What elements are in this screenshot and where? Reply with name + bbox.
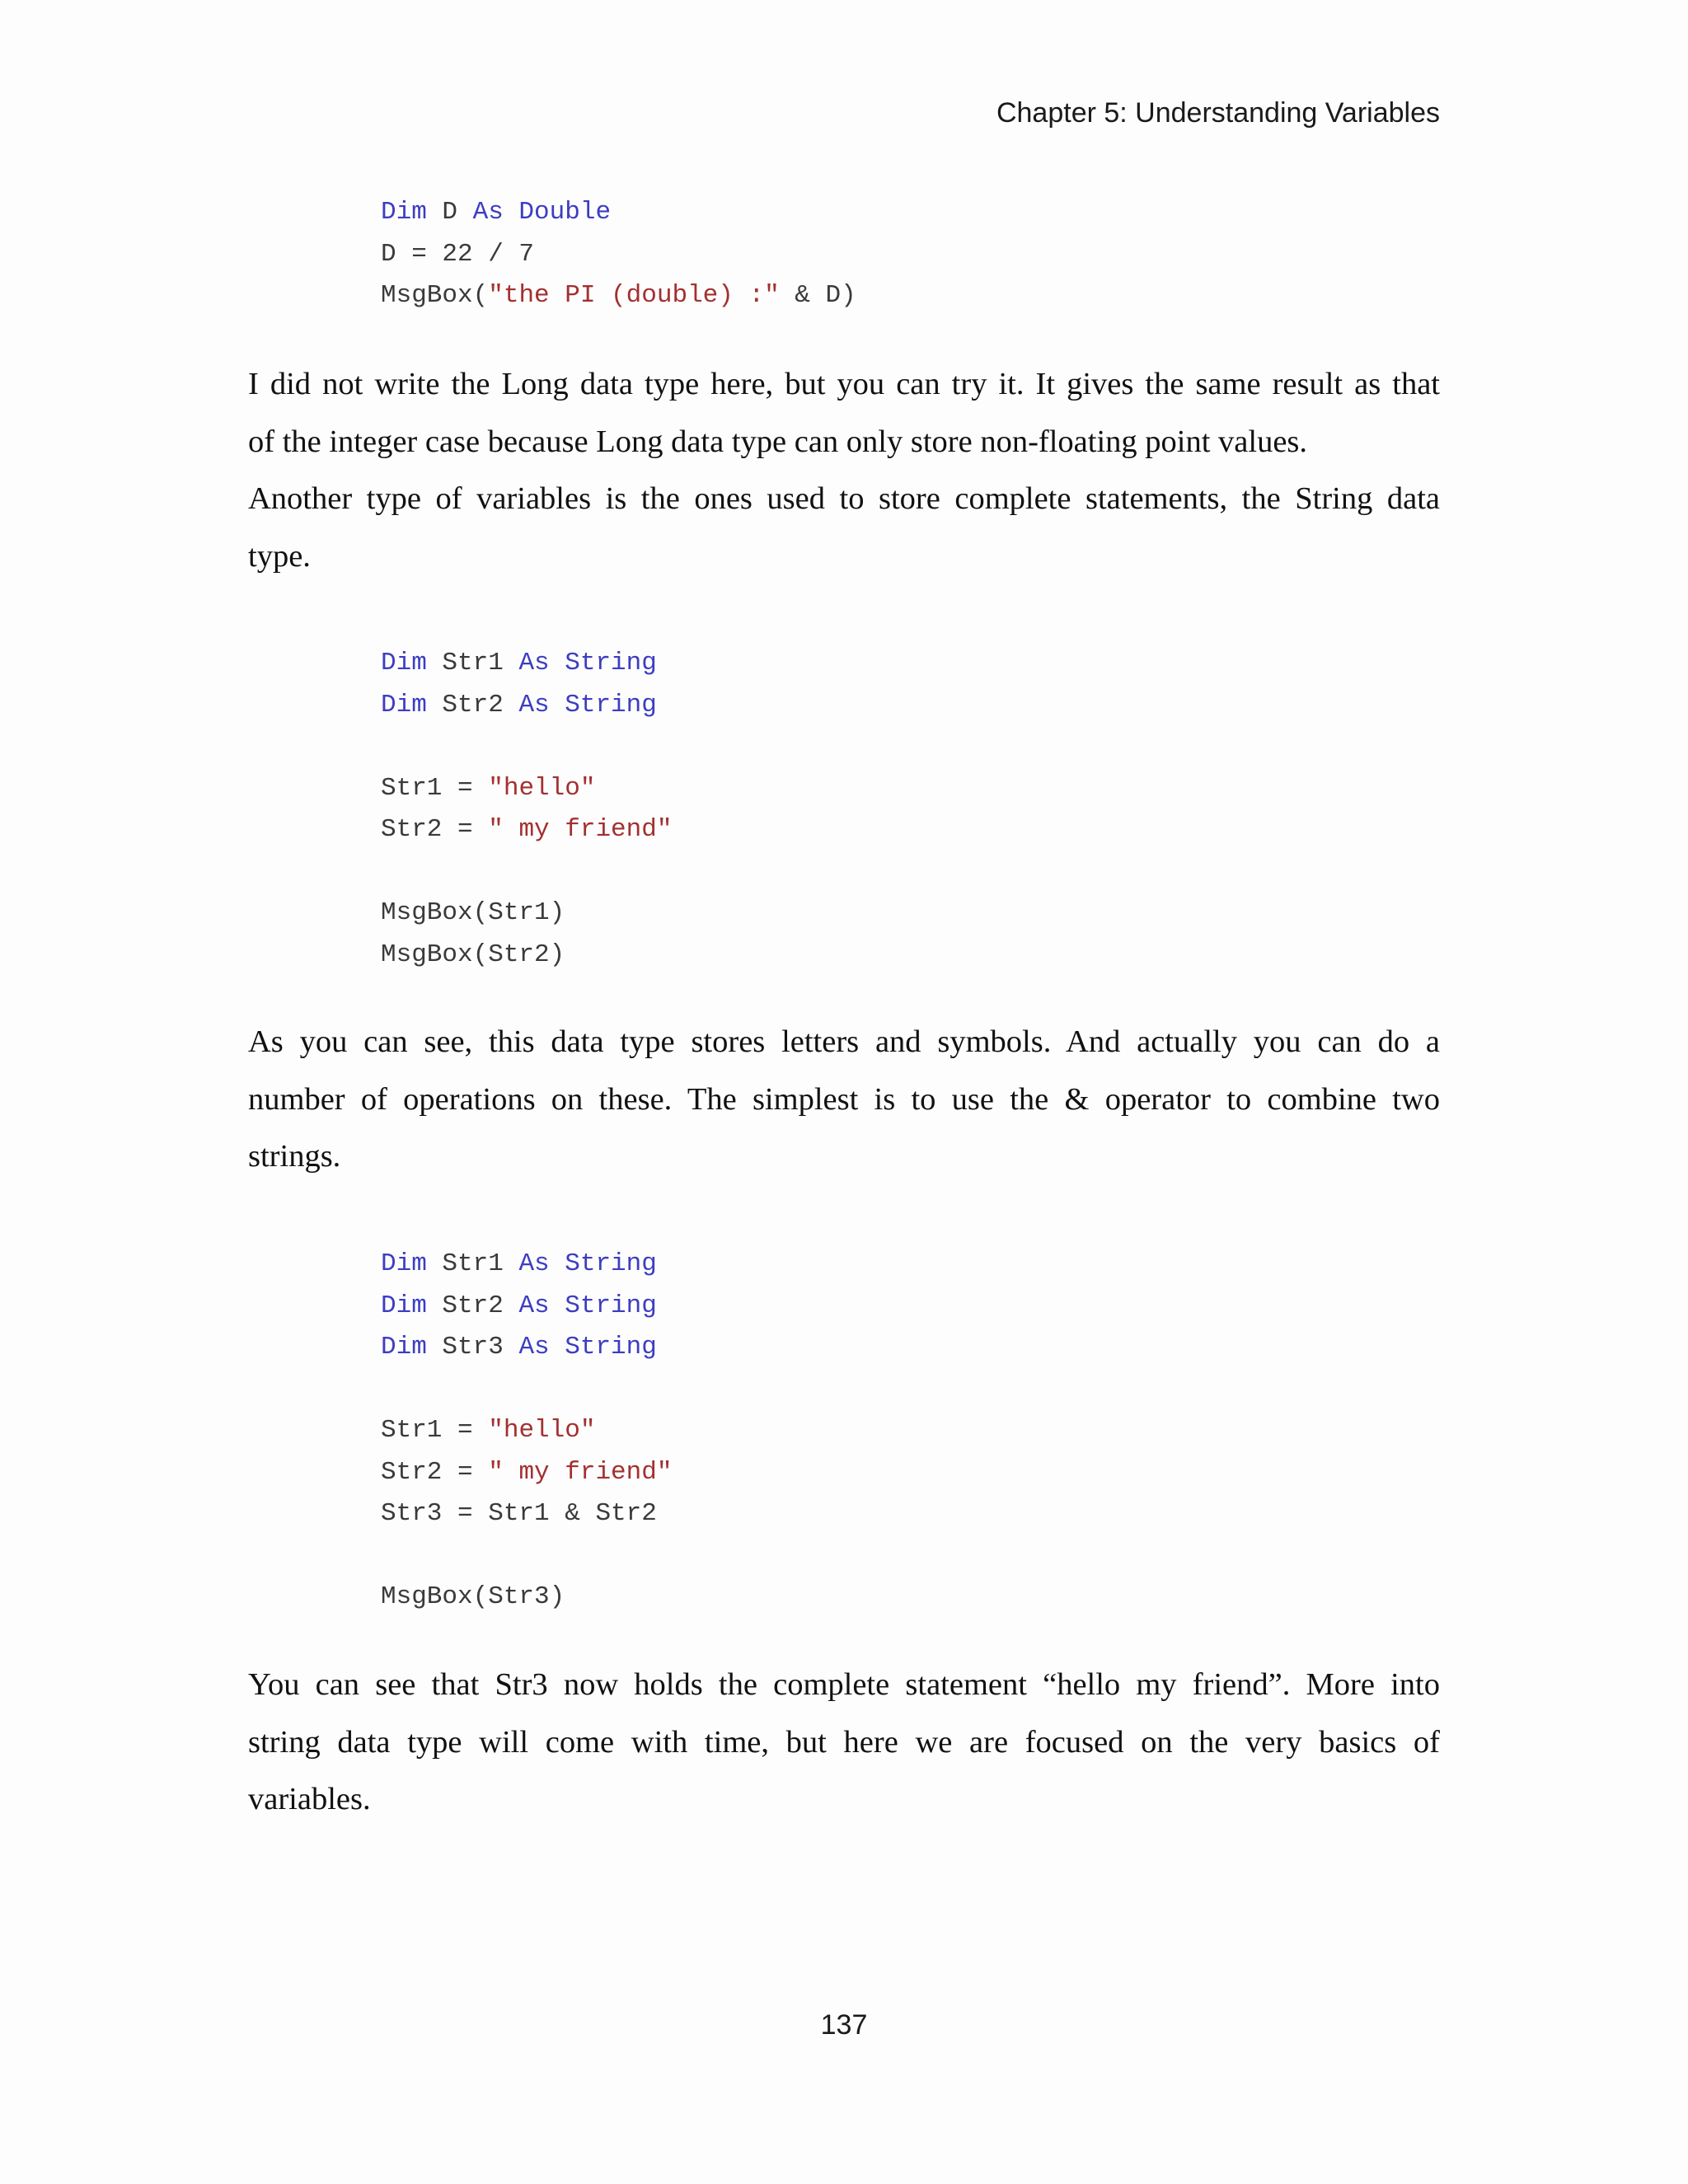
- code-blank-line: [381, 1369, 672, 1411]
- code-keyword: As String: [518, 690, 657, 719]
- paragraph-line: You can see that Str3 now holds the complete statement “hello my friend”. More into: [248, 1667, 1440, 1702]
- code-string-literal: " my friend": [488, 1457, 673, 1487]
- code-keyword: As String: [518, 1249, 657, 1278]
- code-keyword: Dim: [381, 198, 427, 227]
- code-string-literal: "the PI (double) :": [488, 281, 780, 310]
- code-blank-line: [381, 1535, 672, 1577]
- code-keyword: Dim: [381, 649, 427, 677]
- code-line: [381, 1327, 672, 1369]
- code-text: Str3: [426, 1333, 519, 1361]
- code-text: Str1 =: [381, 1416, 489, 1445]
- code-line: [381, 643, 672, 685]
- code-text: Str2: [426, 690, 519, 719]
- code-line: [381, 1244, 672, 1286]
- code-line: [381, 685, 672, 727]
- code-text: MsgBox(Str3): [381, 1582, 565, 1611]
- code-text: Str1: [426, 1249, 519, 1278]
- code-block-double: [381, 192, 856, 317]
- paragraph-line: I did not write the Long data type here, but you can try it. It gives the same result as that: [248, 367, 1440, 401]
- paragraph-line: of the integer case because Long data type can only store non-floating point values.: [248, 424, 1308, 459]
- paragraph-line: Another type of variables is the ones used to store complete statements, the String data: [248, 481, 1440, 516]
- code-line: [381, 809, 672, 851]
- code-text: D: [426, 198, 473, 227]
- code-block-string-basic: [381, 643, 672, 976]
- paragraph-str3-result: [248, 1657, 1440, 1829]
- code-text: Str1: [426, 649, 519, 677]
- paragraph-line: type.: [248, 538, 311, 574]
- code-line: [381, 234, 856, 276]
- code-line: [381, 1410, 672, 1452]
- code-text: Str2 =: [381, 815, 489, 844]
- code-string-literal: " my friend": [488, 815, 673, 844]
- code-line: [381, 935, 672, 977]
- code-keyword: As String: [518, 649, 657, 677]
- code-line: [381, 1493, 672, 1535]
- code-line: [381, 1452, 672, 1494]
- paragraph-string-operations: [248, 1014, 1440, 1186]
- paragraph-line: string data type will come with time, but here we are focused on the very basics of: [248, 1724, 1440, 1760]
- code-keyword: As String: [518, 1291, 657, 1320]
- code-line: [381, 893, 672, 935]
- code-line: [381, 275, 856, 317]
- code-text: MsgBox(: [381, 281, 489, 310]
- code-text: & D): [779, 281, 856, 310]
- code-line: [381, 192, 856, 234]
- code-keyword: Dim: [381, 690, 427, 719]
- paragraph-line: number of operations on these. The simplest is to use the & operator to combine two: [248, 1081, 1440, 1117]
- code-text: Str2 =: [381, 1457, 489, 1487]
- code-line: [381, 1286, 672, 1328]
- running-header: Chapter 5: Understanding Variables: [996, 97, 1440, 129]
- code-keyword: Dim: [381, 1333, 427, 1361]
- paragraph-line: As you can see, this data type stores letters and symbols. And actually you can do a: [248, 1024, 1440, 1059]
- code-blank-line: [381, 726, 672, 768]
- code-blank-line: [381, 851, 672, 893]
- code-string-literal: "hello": [488, 773, 596, 803]
- code-text: D = 22 / 7: [381, 239, 535, 269]
- paragraph-line: strings.: [248, 1139, 341, 1174]
- code-text: MsgBox(Str2): [381, 940, 565, 969]
- code-text: Str1 =: [381, 773, 489, 803]
- paragraph-long-type: [248, 356, 1440, 471]
- code-line: [381, 768, 672, 810]
- code-keyword: As String: [518, 1333, 657, 1361]
- code-string-literal: "hello": [488, 1416, 596, 1445]
- code-text: Str2: [426, 1291, 519, 1320]
- paragraph-line: variables.: [248, 1782, 371, 1816]
- code-keyword: As Double: [472, 198, 612, 227]
- code-line: [381, 1577, 672, 1619]
- code-block-string-concat: [381, 1244, 672, 1619]
- code-keyword: Dim: [381, 1291, 427, 1320]
- paragraph-string-intro: [248, 471, 1440, 585]
- code-keyword: Dim: [381, 1249, 427, 1278]
- page-number: 137: [820, 2009, 868, 2041]
- code-text: MsgBox(Str1): [381, 898, 565, 927]
- code-text: Str3 = Str1 & Str2: [381, 1499, 657, 1528]
